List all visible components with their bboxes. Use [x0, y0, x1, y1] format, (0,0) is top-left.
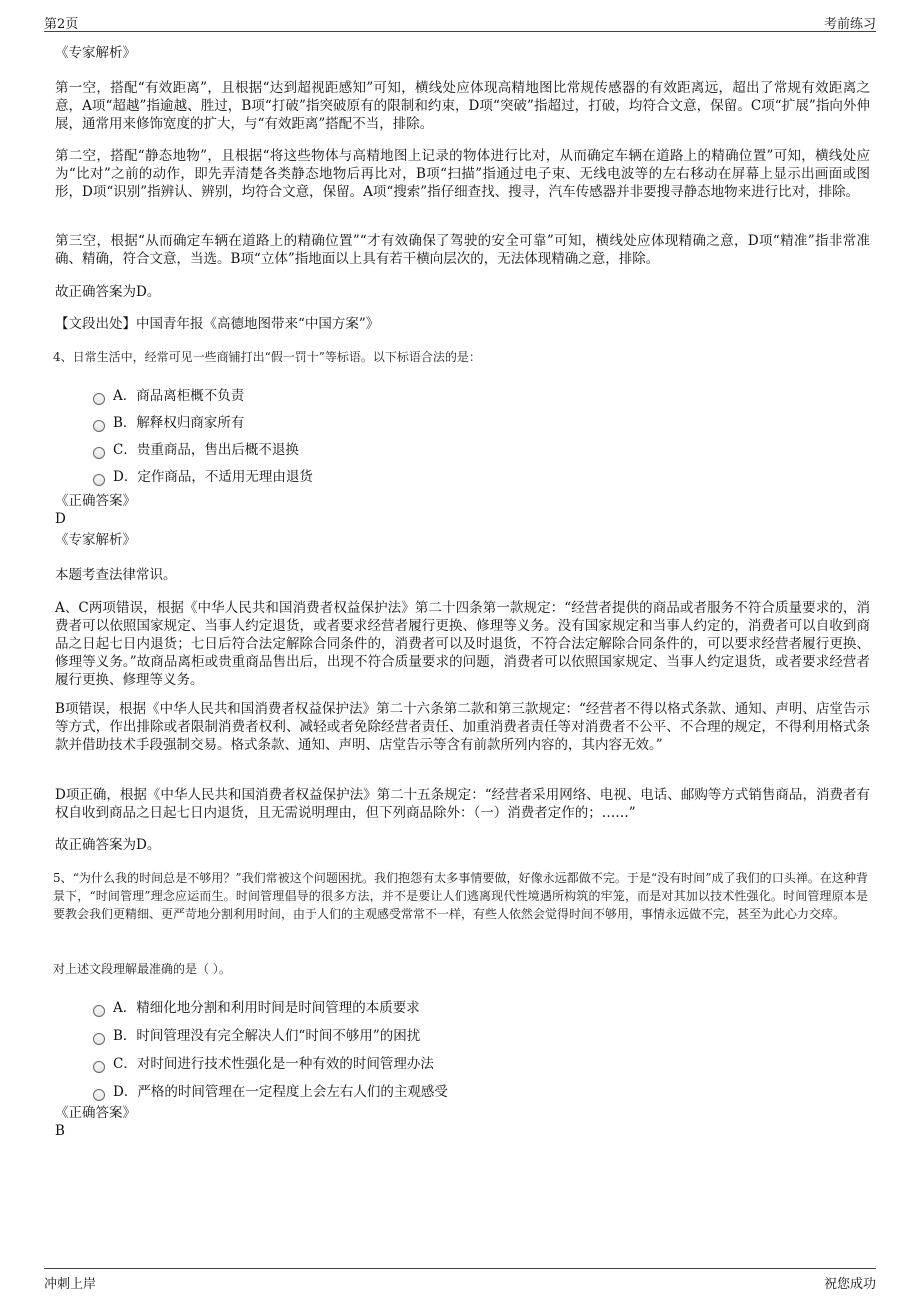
q4-option-a[interactable]: A．商品离柜概不负责 — [93, 382, 870, 409]
q4-answer-label: 《正确答案》 — [55, 493, 136, 509]
header-title: 考前练习 — [823, 17, 876, 32]
footer-left: 冲刺上岸 — [44, 1277, 97, 1292]
q4-analysis-para3: D项正确，根据《中华人民共和国消费者权益保护法》第二十五条规定：“经营者采用网络、电视、电话、邮购等方式销售商品，消费者有权自收到商品之日起七日内退货，且无需说明理由，但下列商品除外：（一）消费者定作的；……” — [55, 787, 870, 821]
q4-option-d[interactable]: D．定作商品，不适用无理由退货 — [93, 463, 870, 490]
q4-answer: D — [55, 511, 66, 527]
q3-conclusion: 故正确答案为D。 — [55, 284, 161, 300]
q3-analysis-para3: 第三空，根据“从而确定车辆在道路上的精确位置”“才有效确保了驾驶的安全可靠”可知，横线处应体现精确之意，D项“精准”指非常准确、精确，符合文意，当选。B项“立体”指地面以上具有若干横向层次的，无法体现精确之意，排除。 — [55, 233, 870, 267]
q4-expert-label: 《专家解析》 — [55, 532, 136, 548]
q4-analysis-para2: B项错误，根据《中华人民共和国消费者权益保护法》第二十六条第二款和第三款规定：“经营者不得以格式条款、通知、声明、店堂告示等方式，作出排除或者限制消费者权利、减轻或者免除经营者责任、加重消费者责任等对消费者不公平、不合理的规定，不得利用格式条款并借助技术手段强制交易。格式条款、通知、声明、店堂告示等含有前款所列内容的，其内容无效。” — [55, 701, 870, 753]
q4-analysis-para0: 本题考查法律常识。 — [55, 567, 177, 583]
radio-icon[interactable] — [93, 393, 105, 405]
radio-icon[interactable] — [93, 447, 105, 459]
radio-icon[interactable] — [93, 1033, 105, 1045]
q5-option-c[interactable]: C．对时间进行技术性强化是一种有效的时间管理办法 — [93, 1050, 870, 1078]
q5-prompt: 对上述文段理解最准确的是（ ）。 — [53, 962, 231, 976]
q4-option-b[interactable]: B．解释权归商家所有 — [93, 409, 870, 436]
q4-analysis-para1: A、C两项错误，根据《中华人民共和国消费者权益保护法》第二十四条第一款规定：“经营者提供的商品或者服务不符合质量要求的，消费者可以依照国家规定、当事人约定退货，或者要求经营者履行更换、修理等义务。没有国家规定和当事人约定的，消费者可以自收到商品之日起七日内退货；七日后符合法定解除合同条件的，消费者可以及时退货，不符合法定解除合同条件的，可以要求经营者履行更换、修理等义务。”故商品离柜或贵重商品售出后，出现不符合质量要求的问题，消费者可以依照国家规定、当事人约定退货，或者要求经营者履行更换、修理等义务。 — [55, 600, 870, 688]
page-footer — [44, 1268, 876, 1292]
q5-question: 5、“为什么我的时间总是不够用？”我们常被这个问题困扰。我们抱怨有太多事情要做，好像永远都做不完。于是“没有时间”成了我们的口头禅。在这种背景下，“时间管理”理念应运而生。时间管理倡导的很多方法，并不是要让人们逃离现代性境遇所构筑的牢笼，而是对其加以技术性强化。时间管理原本是要教会我们更精细、更严苛地分割利用时间，由于人们的主观感受常常不一样，有些人依然会觉得时间不够用，事情永远做不完，甚至为此心力交瘁。 — [53, 871, 868, 921]
q4-option-c[interactable]: C．贵重商品，售出后概不退换 — [93, 436, 870, 463]
q3-source: 【文段出处】中国青年报《高德地图带来“中国方案”》 — [55, 316, 380, 332]
q3-analysis-para2: 第二空，搭配“静态地物”，且根据“将这些物体与高精地图上记录的物体进行比对，从而确定车辆在道路上的精确位置”可知，横线处应为“比对”之前的动作，即先弄清楚各类静态地物后再比对，B项“扫描”指通过电子束、无线电波等的左右移动在屏幕上显示出画面或图形，D项“识别”指辨认、辨别，均符合文意，保留。A项“搜索”指仔细查找、搜寻，汽车传感器并非要搜寻静态地物来进行比对，排除。 — [55, 148, 870, 200]
q5-option-d[interactable]: D．严格的时间管理在一定程度上会左右人们的主观感受 — [93, 1078, 870, 1106]
q4-question: 4、日常生活中，经常可见一些商铺打出“假一罚十”等标语。以下标语合法的是： — [53, 350, 481, 364]
radio-icon[interactable] — [93, 1089, 105, 1101]
radio-icon[interactable] — [93, 1061, 105, 1073]
q5-option-b[interactable]: B．时间管理没有完全解决人们“时间不够用”的困扰 — [93, 1022, 870, 1050]
radio-icon[interactable] — [93, 1005, 105, 1017]
footer-right: 祝您成功 — [823, 1277, 876, 1292]
q4-conclusion: 故正确答案为D。 — [55, 837, 161, 853]
page-number: 第2页 — [44, 17, 79, 32]
q5-answer: B — [55, 1123, 65, 1139]
q5-options — [55, 994, 870, 1106]
page-header — [44, 10, 876, 32]
q3-expert-label: 《专家解析》 — [55, 45, 136, 61]
q5-option-a[interactable]: A．精细化地分割和利用时间是时间管理的本质要求 — [93, 994, 870, 1022]
q5-answer-label: 《正确答案》 — [55, 1105, 136, 1121]
q3-analysis-para1: 第一空，搭配“有效距离”，且根据“达到超视距感知”可知，横线处应体现高精地图比常规传感器的有效距离远，超出了常规有效距离之意，A项“超越”指逾越、胜过，B项“打破”指突破原有的限制和约束，D项“突破”指超过，打破，均符合文意，保留。C项“扩展”指向外伸展，通常用来修饰宽度的扩大，与“有效距离”搭配不当，排除。 — [55, 80, 870, 132]
radio-icon[interactable] — [93, 420, 105, 432]
q4-options — [55, 382, 870, 490]
radio-icon[interactable] — [93, 474, 105, 486]
